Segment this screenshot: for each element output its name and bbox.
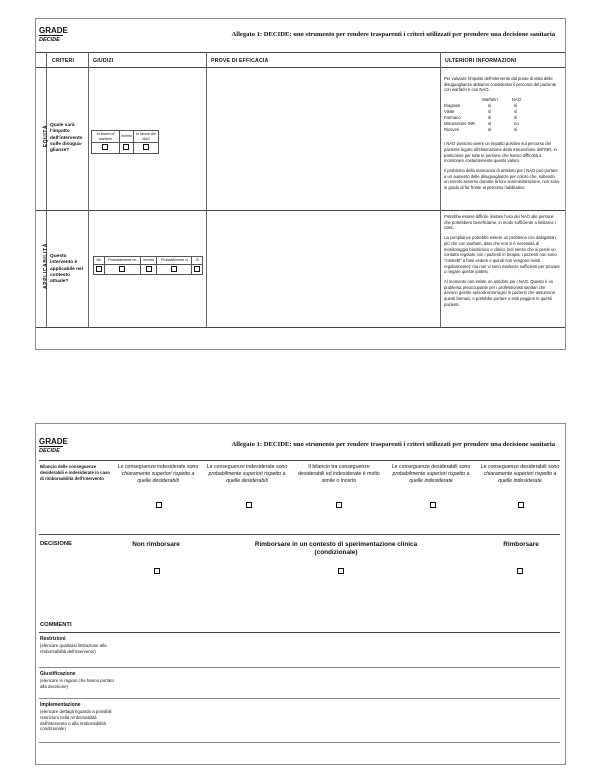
option-label: In favore di warfarin xyxy=(92,131,120,143)
comment-giustificazione-desc: (elencare le ragioni che hanno portato alla decisione) xyxy=(40,678,114,689)
judgement-table-applicabilita xyxy=(93,256,203,275)
option-label: In favore dei NAO xyxy=(133,131,158,143)
grade-decide-logo: GRADE DECIDE xyxy=(39,26,68,43)
consequence-option-5: Le conseguenze desiderabili sono chiaramente superiori rispetto a quelle indesiderate xyxy=(480,464,560,484)
consequence-option-1: Le conseguenze indesiderate sono chiaramente superiori rispetto a quelle desiderabili xyxy=(117,464,199,484)
option-label: Probabilmente no xyxy=(104,257,140,265)
comment-giustificazione-title: Giustificazione xyxy=(40,671,76,677)
decision-checkbox-1[interactable] xyxy=(154,568,160,574)
option-label: Incerto xyxy=(141,257,157,265)
row-label-equita: EQUITÀ xyxy=(43,124,49,148)
option-label: Probabilmente sì xyxy=(157,257,192,265)
info-applicabilita: Potrebbe essere difficile limitare l'uso dei NAO alle persone che potrebbero beneficiarne, in modo sufficiente a limitarne i costi. La compliance potrebbe essere un problema con dabigatran più che con warfarin, dato che non vi è necessità di monitoraggio biochimico e clinico (nel senso che si perde un contatto regolare con i pazienti in terapia: i pazienti non sono "costretti" a farsi vedere e quindi non vengono rivisti regolarmente); ma non vi sono evidenze sufficienti per provare o negare queste ipotesi. Al momento non esiste un antidoto per i NAO. Questo è un problema preoccupante per i professionisti sanitari che devono gestire episodi emorragici in pazienti che assumono questi farmaci, e potrebbe portare a esiti peggiori in questi pazienti. xyxy=(444,214,560,307)
comments-label: COMMENTI xyxy=(40,622,72,628)
header-criteri: CRITERI xyxy=(52,58,75,64)
row-label-applicabilita: APPLICABILITÀ xyxy=(43,243,49,289)
consequence-checkbox-3[interactable] xyxy=(336,502,342,508)
consequence-option-4: Le conseguenze desiderabili sono probabilmente superiori rispetto a quelle indesiderate xyxy=(391,464,471,484)
decision-label: DECISIONE xyxy=(40,541,72,547)
page-1 xyxy=(35,18,566,350)
decision-rimborsare: Rimborsare xyxy=(503,541,539,548)
consequence-checkbox-1[interactable] xyxy=(156,502,162,508)
question-equita: Quale sarà l'impatto dell'intervento sulle disugua-glianze? xyxy=(50,123,83,154)
grade-decide-logo: GRADE DECIDE xyxy=(39,437,68,454)
decision-checkbox-2[interactable] xyxy=(338,568,344,574)
checkbox[interactable] xyxy=(96,266,102,272)
checkbox[interactable] xyxy=(119,266,125,272)
consequence-checkbox-4[interactable] xyxy=(430,502,436,508)
page-2 xyxy=(35,423,566,765)
comment-implementazione-desc: (elencare dettagli riguardo a possibili restrizioni nella rimborsabilità dell'intervento o alla rimborsabilità condizionale) xyxy=(40,709,112,732)
comment-restrizioni-desc: (elencare qualsiasi limitazione alla rimborsabilità dell'intervento) xyxy=(40,643,107,654)
checkbox[interactable] xyxy=(143,144,149,150)
page-title: Allegato 1: DECIDE: uno strumento per rendere trasparenti i criteri utilizzati per prendere una decisione sanitaria xyxy=(231,441,555,448)
header-ulteriori: ULTERIORI INFORMAZIONI xyxy=(445,58,517,64)
consequence-option-2: Le conseguenze indesiderate sono probabilmente superiori rispetto a quelle desiderabili xyxy=(206,464,288,484)
checkbox[interactable] xyxy=(102,144,108,150)
header-giudizi: GIUDIZI xyxy=(93,58,114,64)
checkbox[interactable] xyxy=(123,144,129,150)
consequence-checkbox-2[interactable] xyxy=(246,502,252,508)
comment-implementazione-title: Implementazione xyxy=(40,702,81,708)
option-label: Sì xyxy=(192,257,203,265)
option-label: Incerto xyxy=(119,131,133,143)
consequence-option-3: Il bilancio tra conseguenze desiderabili ed indesiderate è molto simile o incerto xyxy=(298,464,380,484)
balance-label: Bilancio delle conseguenze desiderabili e indesiderate in caso di rimborsabilità dell'intervento xyxy=(40,464,110,481)
judgement-table-equita xyxy=(91,130,159,154)
header-prove: PROVE DI EFFICACIA xyxy=(211,58,269,64)
percorso-table: Warfarin NAO Diagnosi sì sì Visite sì sì Farmaco sì sì Misurazione INR sì no Ricoveri sì sì xyxy=(444,97,522,133)
checkbox[interactable] xyxy=(194,266,200,272)
question-applicabilita: Questo intervento è applicabile nel contesto attuale? xyxy=(50,254,84,285)
decision-checkbox-3[interactable] xyxy=(517,568,523,574)
checkbox[interactable] xyxy=(171,266,177,272)
comment-restrizioni-title: Restrizioni xyxy=(40,636,66,642)
decision-non-rimborsare: Non rimborsare xyxy=(132,541,180,548)
page-title: Allegato 1: DECIDE: uno strumento per rendere trasparenti i criteri utilizzati per prendere una decisione sanitaria xyxy=(231,31,555,38)
info-equita: Per valutare l'impatto dell'intervento dal punto di vista delle disuguaglianze abbiamo considerato il percorso del paziente con warfarin e con NAO. Warfarin NAO Diagnosi sì sì Visite sì sì Farmaco sì sì Misurazione INR sì no Ricoveri sì sì I NAO possono avere un impatto positivo sul percorso del paziente legato all'eliminazione della misurazione dell'INR, in particolare per tutte le persone che hanno difficoltà a monitorare costantemente questo valore. Il problema della mancanza di antidoto per i NAO può portare a un aumento delle disuguaglianze per coloro che, subendo un evento avverso durante la loro somministrazione, non sono in grado di far fronte al percorso riabilitativo. xyxy=(444,76,560,191)
option-label: No xyxy=(94,257,105,265)
consequence-checkbox-5[interactable] xyxy=(518,502,524,508)
decision-condizionale: Rimborsare in un contesto di sperimentazione clinica (condizionale) xyxy=(254,541,418,556)
checkbox[interactable] xyxy=(146,266,152,272)
